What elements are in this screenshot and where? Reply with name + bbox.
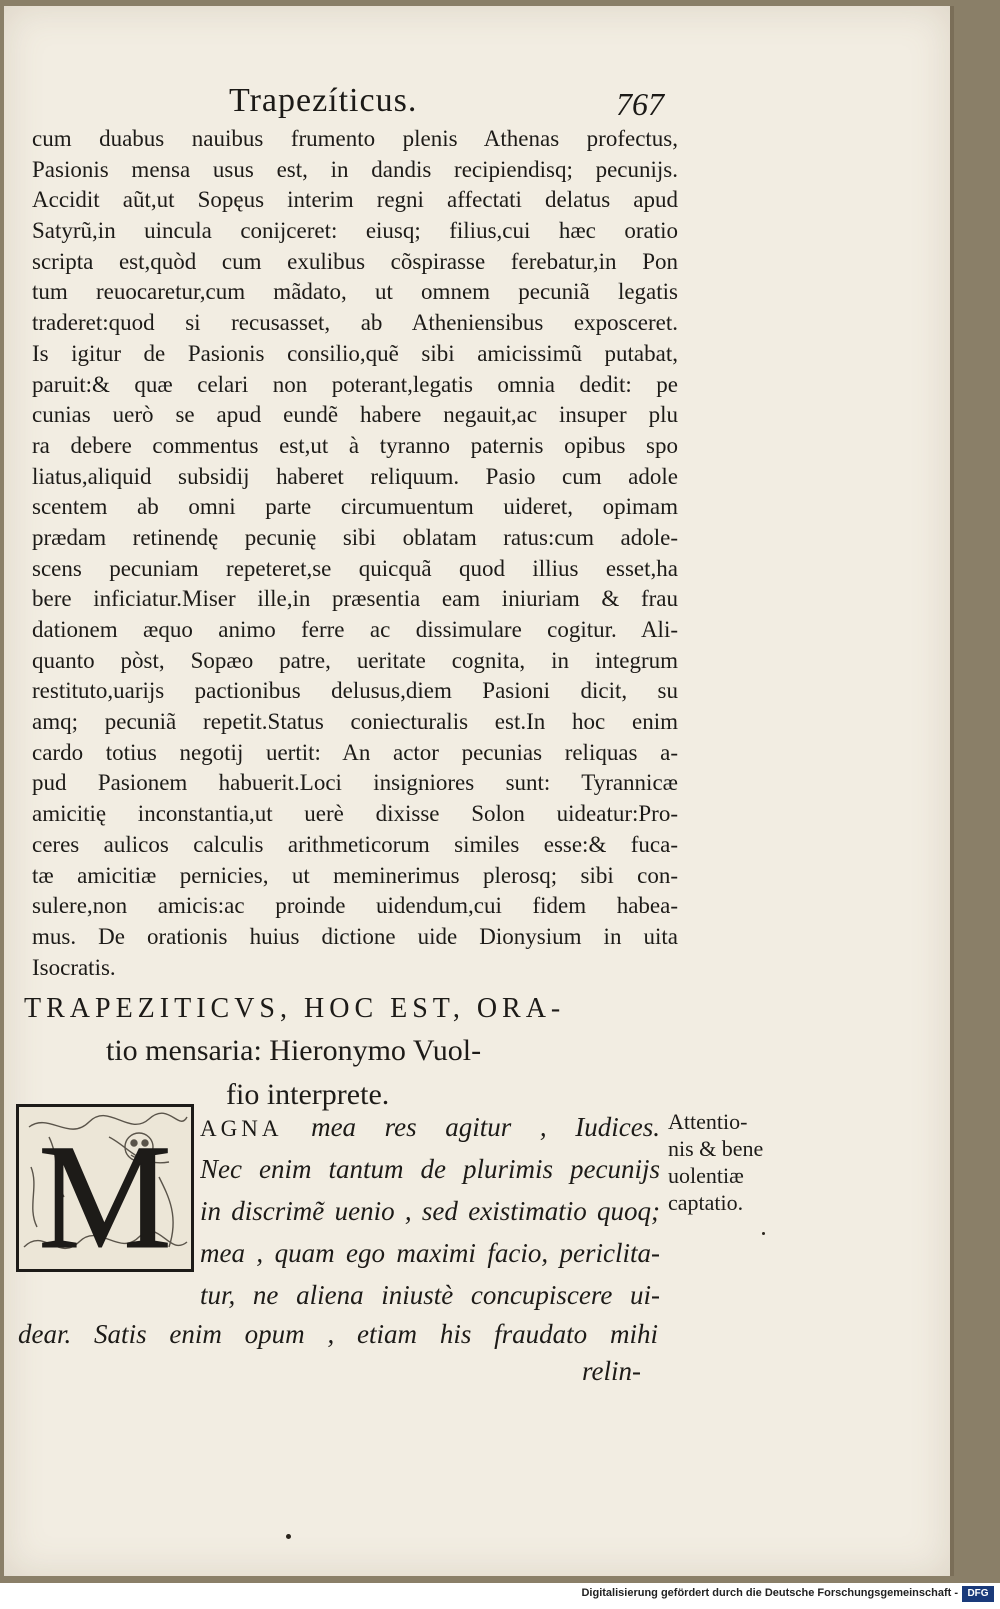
marginal-note-line: Attentio-	[668, 1109, 748, 1134]
catchword: relin-	[582, 1356, 641, 1386]
oration-line: Nec enim tantum de plurimis pecunijs	[200, 1154, 660, 1184]
decorated-initial-image	[19, 1107, 191, 1269]
marginal-note	[668, 1108, 803, 1216]
text-line: dationem æquo animo ferre ac dissimulare cogitur. Ali-	[32, 617, 678, 642]
text-line: tum reuocaretur,cum mãdato, ut omnem pecuniã legatis	[32, 279, 678, 305]
text-line: ra debere commentus est,ut à tyranno paternis opibus spo	[32, 432, 678, 458]
text-line: cunias uerò se apud eundẽ habere negauit,ac insuper plu	[32, 402, 678, 428]
text-line: ceres aulicos calculis arithmeticorum similes esse:& fuca-	[32, 831, 678, 857]
oration-line: dear. Satis enim opum , etiam his fraudato mihi	[18, 1319, 658, 1349]
text-line: Accidit aũt,ut Sopęus interim regni affectati delatus apud	[32, 187, 678, 213]
text-line: amicitię inconstantia,ut uerè dixisse Solon uideatur:Pro-	[32, 801, 678, 827]
oration-line: in discrimẽ uenio , sed existimatio quoq;	[200, 1196, 660, 1226]
oration-continuation	[18, 1313, 658, 1355]
text-line: prædam retinendę pecunię sibi oblatam ratus:cum adole-	[32, 524, 678, 550]
section-title-line: tio mensaria: Hieronymo Vuol-	[106, 1034, 482, 1067]
text-line: scentem ab omni parte circumuentum uideret, opimam	[32, 494, 678, 520]
text-line: scripta est,quòd cum exulibus cõspirasse ferebatur,in Pon	[32, 248, 678, 274]
oration-line: tur, ne aliena iniustè concupiscere ui-	[200, 1280, 660, 1310]
text-line: scens pecuniam repeteret,se quicquã quod illius esset,ha	[32, 555, 678, 581]
oration-opening	[200, 1106, 660, 1316]
body-text	[32, 124, 678, 983]
marginal-note-line: nis & bene	[668, 1136, 764, 1161]
text-line: Is igitur de Pasionis consilio,quẽ sibi amicissimũ putabat,	[32, 340, 678, 366]
text-line: bere inficiatur.Miser ille,in præsentia eam iniuriam & frau	[32, 586, 678, 612]
text-line: Pasionis mensa usus est, in dandis recipiendisq; pecunijs.	[32, 156, 678, 182]
text-line: restituto,uarijs pactionibus delusus,diem Pasioni dicit, su	[32, 678, 678, 704]
running-head	[4, 80, 704, 126]
running-head-title: Trapezíticus.	[229, 82, 418, 119]
text-line: pud Pasionem habuerit.Loci insigniores sunt: Tyrannicæ	[32, 770, 678, 796]
page-number: 767	[616, 86, 664, 122]
first-word-caps: AGNA	[200, 1116, 283, 1141]
dfg-logo: DFG	[962, 1586, 994, 1602]
footer-credit: Digitalisierung gefördert durch die Deutsche Forschungsgemeinschaft -	[581, 1587, 958, 1599]
section-title	[24, 989, 684, 1117]
oration-line: mea , quam ego maximi facio, periclita-	[200, 1238, 660, 1268]
text-line: cardo totius negotij uertit: An actor pecunias reliquas a-	[32, 739, 678, 765]
text-line: liatus,aliquid subsidij haberet reliquum. Pasio cum adole	[32, 463, 678, 489]
book-page	[4, 6, 954, 1576]
text-line: sulere,non amicis:ac proinde uidendum,cui fidem habea-	[32, 893, 678, 919]
ink-speck	[286, 1534, 291, 1539]
text-line: quanto pòst, Sopæo patre, ueritate cognita, in integrum	[32, 647, 678, 673]
text-line: traderet:quod si recusasset, ab Atheniensibus exposceret.	[32, 310, 678, 336]
text-line: paruit:& quæ celari non poterant,legatis omnia dedit: pe	[32, 371, 678, 397]
oration-line-first	[200, 1106, 660, 1148]
section-title-line: fio interprete.	[226, 1078, 390, 1111]
section-title-line: TRAPEZITICVS, HOC EST, ORA-	[24, 993, 566, 1024]
text-line: Isocratis.	[32, 954, 116, 980]
text-line: amq; pecuniã repetit.Status coniecturalis est.In hoc enim	[32, 709, 678, 735]
text-line: tæ amicitiæ pernicies, ut meminerimus plerosq; sibi con-	[32, 862, 678, 888]
marginal-note-line: captatio.	[668, 1190, 744, 1215]
text-line: mus. De orationis huius dictione uide Dionysium in uita	[32, 923, 678, 949]
initial-letter: M	[38, 1114, 172, 1269]
text-line: cum duabus nauibus frumento plenis Athenas profectus,	[32, 126, 678, 151]
marginal-note-line: uolentiæ	[668, 1163, 744, 1188]
ink-speck	[762, 1232, 765, 1235]
first-line-rest: mea res agitur , Iudices.	[311, 1112, 660, 1142]
decorated-initial	[16, 1104, 194, 1272]
digitization-footer	[0, 1583, 1000, 1609]
text-line: Satyrũ,in uincula conijceret: eiusq; filius,cui hæc oratio	[32, 218, 678, 244]
